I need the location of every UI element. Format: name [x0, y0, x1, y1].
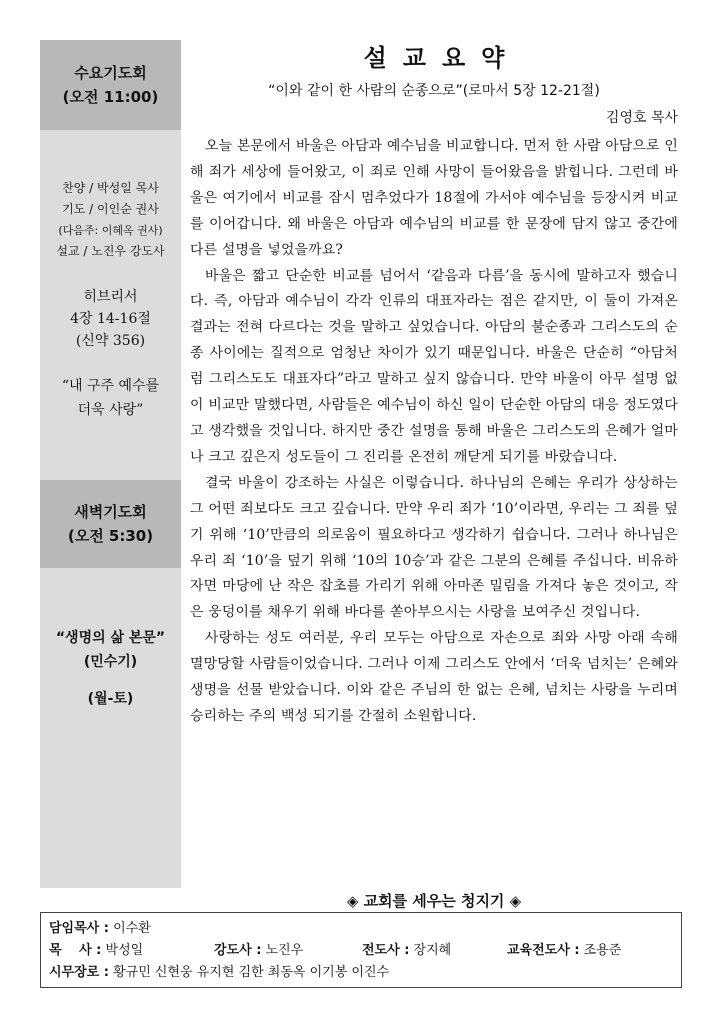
prayer-credit: 기도 / 이인순 권사	[62, 202, 159, 216]
scripture-reference	[40, 286, 181, 352]
hymn-line-2: 더욱 사랑”	[77, 402, 144, 418]
pastor-name: 박성일	[105, 943, 144, 958]
service-credits	[40, 178, 181, 262]
sermon-paragraph: 사랑하는 성도 여러분, 우리 모두는 아담으로 자손으로 죄와 사망 아래 속해 멸망당할 사람들이었습니다. 그러나 이제 그리스도 안에서 ‘더욱 넘치는’ 은혜와 생명을 선물 받았습니다. 이와 같은 주님의 한 없는 은혜, 넘치는 사랑을 누리며 승리하는 주의 백성 되기를 간절히 소원합니다.	[190, 630, 678, 724]
dawn-text-line-2: (민수기)	[83, 654, 138, 670]
pastor-entry	[49, 940, 143, 962]
sermon-subtitle: “이와 같이 한 사람의 순종으로”(로마서 5장 12-21절)	[268, 83, 600, 99]
scripture-book: 히브리서	[83, 289, 138, 305]
edu-evangelist-label: 교육전도사 :	[507, 943, 580, 958]
dawn-service-time: (오전 5:30)	[67, 527, 154, 545]
stewards-title: ◈ 교회를 세우는 청지기 ◈	[346, 892, 522, 910]
pastor-label: 목 사 :	[49, 943, 102, 958]
sermon-paragraph: 결국 바울이 강조하는 사실은 이렇습니다. 하나님의 은혜는 우리가 상상하는 그 어떤 죄보다도 크고 깊습니다. 만약 우리 죄가 ‘10’이라면, 우리는 그 죄를 덮기 위해 ‘10’만큼의 의로움이 필요하다고 생각하기 쉽습니다. 그러나 하나님은 우리 죄 ‘10’을 덮기 위해 ‘10의 10승’과 같은 그분의 은혜를 주십니다. 비유하자면 마당에 난 작은 잡초를 가리기 위해 아마존 밀림을 가져다 놓은 것이고, 작은 웅덩이를 채우기 위해 바다를 쏟아부으시는 사랑을 보여주신 것입니다.	[190, 474, 678, 621]
elders-label: 시무장로 :	[49, 965, 109, 980]
elders-row	[49, 962, 673, 984]
scripture-verses: 4장 14-16절	[70, 311, 151, 327]
edu-evangelist-entry	[507, 940, 621, 962]
sermon-title: 설교요약	[363, 44, 521, 72]
dawn-service-title: 새벽기도회	[74, 503, 147, 521]
sermon-body	[190, 134, 678, 730]
senior-pastor-row	[49, 918, 673, 940]
dawn-text	[40, 626, 181, 674]
dawn-days: (월-토)	[87, 691, 134, 707]
wednesday-service-header	[40, 40, 181, 130]
dawn-service-header	[40, 480, 181, 568]
hymn-title	[40, 374, 181, 422]
wednesday-service-time: (오전 11:00)	[62, 88, 159, 106]
scripture-page: (신약 356)	[75, 333, 146, 349]
evangelist-label: 전도사 :	[362, 943, 410, 958]
sermon-paragraph: 바울은 짧고 단순한 비교를 넘어서 ‘같음과 다름’을 동시에 말하고자 했습니다. 즉, 아담과 예수님이 각각 인류의 대표자라는 점은 같지만, 이 둘이 가져온 결과는 전혀 다르다는 것을 말하고 싶었습니다. 아담의 불순종과 그리스도의 순종 사이에는 질적으로 엄청난 차이가 있기 때문입니다. 바울은 단순히 “아담처럼 그리스도도 대표자다”라고 말하고 싶지 않습니다. 만약 바울이 아무 설명 없이 비교만 말했다면, 사람들은 예수님이 하신 일이 단순한 아담의 대응 정도였다고 생각했을 것입니다. 하지만 중간 설명을 통해 바울은 그리스도의 은혜가 얼마나 크고 깊은지 성도들이 그 진리를 온전히 깨닫게 되기를 바랐습니다.	[190, 267, 678, 465]
praise-credit: 찬양 / 박성일 목사	[62, 181, 159, 195]
senior-pastor-label: 담임목사 :	[49, 921, 109, 936]
sermon-paragraph: 오늘 본문에서 바울은 아담과 예수님을 비교합니다. 먼저 한 사람 아담으로 인해 죄가 세상에 들어왔고, 이 죄로 인해 사망이 들어왔음을 밝힙니다. 그런데 바울은 여기에서 비교를 잠시 멈추었다가 18절에 가서야 예수님을 등장시켜 비교를 이어갑니다. 왜 바울은 아담과 예수님의 비교를 한 문장에 담지 않고 중간에 다른 설명을 넣었을까요?	[190, 138, 678, 258]
sermon-credit: 설교 / 노진우 강도사	[56, 244, 165, 258]
dawn-text-line-1: “생명의 삶 본문”	[55, 630, 166, 646]
elders-names: 황규민 신현웅 유지현 김한 최동옥 이기봉 이진수	[113, 965, 390, 980]
next-prayer-credit: (다음주: 이혜옥 권사)	[58, 224, 163, 237]
stewards-box	[40, 912, 682, 988]
senior-pastor-name: 이수환	[113, 921, 151, 936]
sidebar	[40, 40, 181, 888]
staff-row	[49, 940, 673, 962]
sermon-author: 김영호 목사	[605, 110, 678, 126]
evangelist-name: 장지혜	[413, 943, 452, 958]
preacher-label: 강도사 :	[214, 943, 262, 958]
evangelist-entry	[362, 940, 451, 962]
preacher-name: 노진우	[265, 943, 304, 958]
edu-evangelist-name: 조용준	[583, 943, 622, 958]
hymn-line-1: “내 구주 예수를	[61, 378, 160, 394]
wednesday-service-title: 수요기도회	[74, 64, 147, 82]
preacher-entry	[214, 940, 303, 962]
